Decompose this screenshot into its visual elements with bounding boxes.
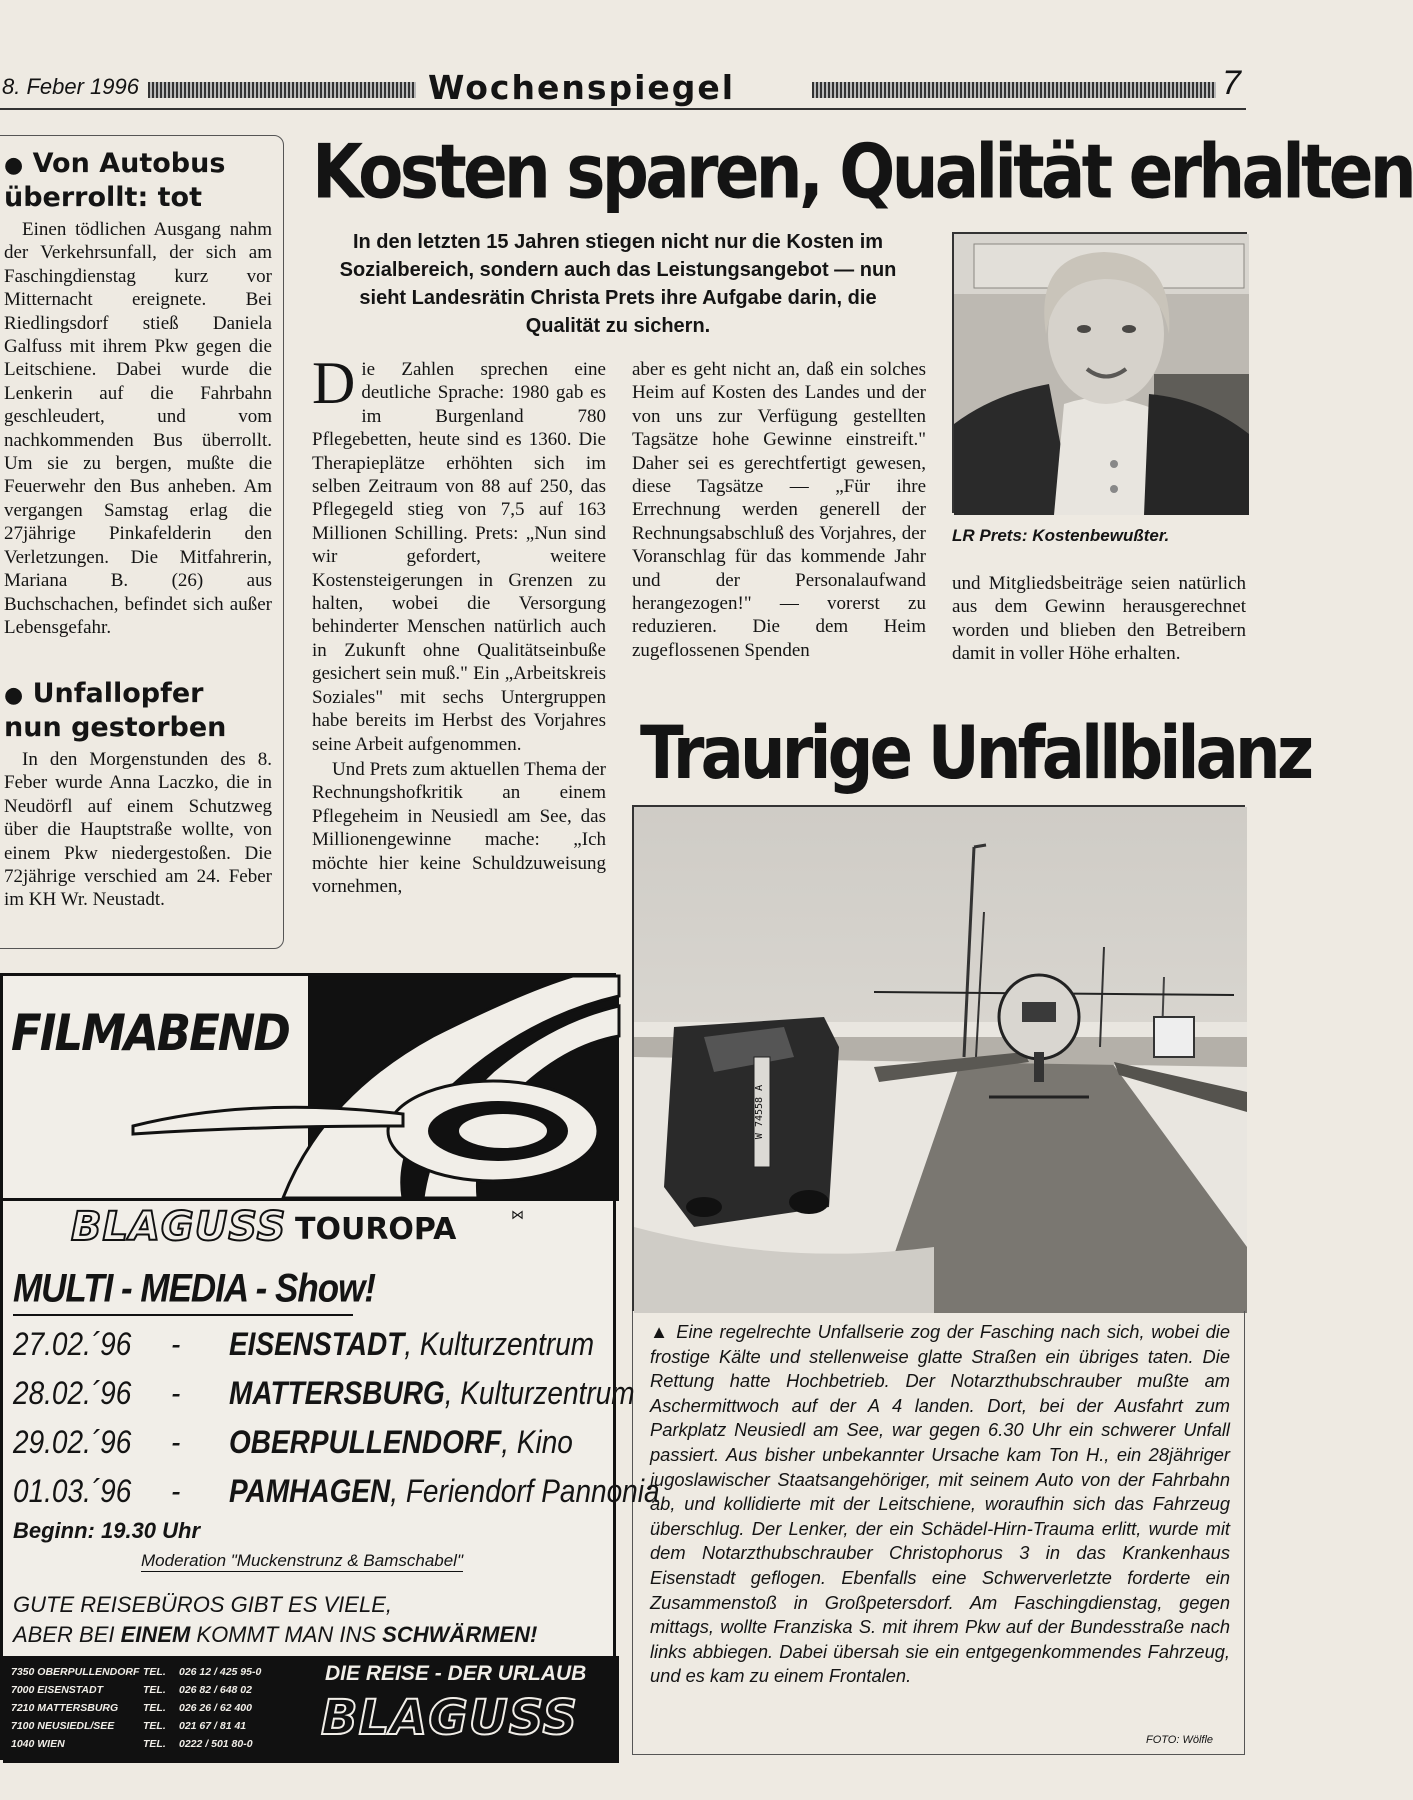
section-title: Wochenspiegel [428, 68, 736, 107]
accident-photo [632, 805, 1245, 1311]
accident-headline: Traurige Unfallbilanz [640, 712, 1311, 797]
article-column-2: aber es geht nicht an, daß ein solches Heim auf Kosten des Landes und der von uns zur Verfügung gestellten Tagsätze hohe Gewinne einstreift." Daher sei es gerechtfertigt gewesen, diese Tagsätze — „Für ihre Errechnung werden generell der Rechnungsabschluß des Vorjahres, der Voranschlag für das kommende Jahr und der Personalaufwand herangezogen!" — vorerst zu reduzieren. Die dem Heim zugeflossenen Spenden [632, 359, 926, 661]
blaguss-logo-large: BLAGUSS [321, 1690, 579, 1746]
office-address: 7210 MATTERSBURG TEL. 026 26 / 62 400 [11, 1702, 252, 1714]
license-plate: W 74558 A [754, 1084, 765, 1140]
blaguss-logo: BLAGUSS [71, 1204, 287, 1250]
ad-footer [3, 1656, 619, 1763]
issue-date: 8. Feber 1996 [2, 74, 139, 99]
main-headline: Kosten sparen, Qualität erhalten [312, 128, 1413, 216]
header-rule-left [148, 82, 416, 98]
story-unfallopfer-body: In den Morgenstunden des 8. Feber wurde Anna Laczko, die in Neudörfl auf einem Schutzweg über die Hauptstraße wollte, von einem Pkw niedergestoßen. Die 72jährige verschied am 24. Feber im KH Wr. Neustadt. [4, 749, 272, 911]
office-address: 7350 OBERPULLENDORF TEL. 026 12 / 425 95-0 [11, 1666, 262, 1678]
show-date-row: 28.02.´96 - MATTERSBURG, Kulturzentrum [13, 1375, 635, 1411]
touropa-logo: TOUROPA [295, 1212, 457, 1247]
article-column-3: und Mitgliedsbeiträge seien natürlich aus dem Gewinn herausgerechnet worden und blieben den Betreibern damit in voller Höhe erhalten. [952, 573, 1246, 665]
show-date-row: 01.03.´96 - PAMHAGEN, Feriendorf Pannonia [13, 1473, 660, 1509]
show-start-time: Beginn: 19.30 Uhr [13, 1518, 201, 1543]
office-address: 1040 WIEN TEL. 0222 / 501 80-0 [11, 1738, 253, 1750]
story-unfallopfer-headline: ● Unfallopfer nun gestorben [4, 678, 227, 743]
show-title-underline [13, 1314, 353, 1316]
office-address: 7100 NEUSIEDL/SEE TEL. 021 67 / 81 41 [11, 1720, 247, 1732]
story-autobus [4, 148, 272, 639]
office-address: 7000 EISENSTADT TEL. 026 82 / 648 02 [11, 1684, 252, 1696]
ad-title: FILMABEND [11, 1004, 289, 1063]
main-lead: In den letzten 15 Jahren stiegen nicht nur die Kosten im Sozialbereich, sondern auch das Leistungsangebot — nun sieht Landesrätin Christa Prets ihre Aufgabe darin, die Qualität zu sichern. [339, 231, 897, 337]
show-moderation: Moderation "Muckenstrunz & Bamschabel" [141, 1551, 463, 1570]
office-address-list [11, 1663, 261, 1753]
portrait-image [954, 234, 1249, 515]
accident-image [634, 807, 1247, 1313]
header-underline [0, 108, 1246, 110]
bullet-icon: ● [4, 153, 24, 178]
show-date-row: 27.02.´96 - EISENSTADT, Kulturzentrum [13, 1326, 595, 1362]
show-date-row: 29.02.´96 - OBERPULLENDORF, Kino [13, 1424, 573, 1460]
ad-tagline: DIE REISE - DER URLAUB [325, 1662, 587, 1685]
article-column-1: D ie Zahlen sprechen eine deutliche Sprache: 1980 gab es im Burgenland 780 Pflegebetten, heute sind es 1360. Die Therapieplätze erhöhten sich im selben Zeitraum von 88 auf 250, das Pflegegeld stieg von 7,5 auf 163 Millionen Schilling. Prets: „Nun sind wir gefordert, weitere Kostensteigerungen in Grenzen zu halten, wobei die Versorgung behinderter Menschen natürlich auch in Zukunft ohne Qualitätseinbuße gesichert sein muß." Ein „Arbeitskreis Soziales" mit sechs Untergruppen habe bereits im Herbst des Vorjahres seine Arbeit aufgenommen. Und Prets zum aktuellen Thema der Rechnungshofkritik an einem Pflegeheim in Neusiedl am See, das Millionengewinne mache: „Ich möchte hier keine Schuldzuweisung vornehmen, [312, 350, 606, 897]
accident-caption: ▲ Eine regelrechte Unfallserie zog der Fasching nach sich, wobei die frostige Kälte und stellenweise glatte Straßen ein übriges taten. Die Rettung hatte Hochbetrieb. Der Notarzthubschrauber mußte am Aschermittwoch auf der A 4 landen. Dort, bei der Ausfahrt zum Parkplatz Neusiedl am See, war gegen 6.30 Uhr ein schwerer Unfall passiert. Aus bisher unbekannter Ursache kam Ton H., ein 28jähriger jugoslawischer Staatsangehöriger, mit seinem Auto von der Fahrbahn ab, und kollidierte mit der Leitschiene, woraufhin sich das Fahrzeug überschlug. Der Lenker, der ein Schädel-Hirn-Trauma erlitt, wurde mit dem Notarzthubschrauber Christophorus 3 in das Krankenhaus Eisenstadt geflogen. Ebenfalls eine Schwerverletzte forderte ein Zusammenstoß in Großpetersdorf. Am Faschingdienstag, gegen mittags, wollte Franziska S. mit ihrem Pkw auf der Bundesstraße nach links abbiegen. Dabei übersah sie ein entgegenkommendes Fahrzeug, und es kam zu einem Frontalen. [650, 1321, 1230, 1687]
story-autobus-headline: ● Von Autobus überrollt: tot [4, 148, 226, 213]
photo-credit: FOTO: Wölfle [1146, 1734, 1214, 1746]
show-title: MULTI - MEDIA - Show! [13, 1266, 375, 1311]
bullet-icon: ● [4, 683, 24, 708]
page-number: 7 [1222, 64, 1241, 102]
story-autobus-body: Einen tödlichen Ausgang nahm der Verkehrsunfall, der sich am Faschingdienstag kurz vor Mitternacht ereignete. Bei Riedlingsdorf stieß Daniela Galfuss mit ihrem Pkw gegen die Leitschiene. Dabei wurde die Lenkerin auf die Fahrbahn geschleudert, und vom nachkommenden Bus überrollt. Um sie zu bergen, mußte die Feuerwehr den Bus anheben. Am vergangen Samstag erlag die 27jährige Pinkafelderin den Verletzungen. Die Mitfahrerin, Mariana B. (26) aus Buchschachen, befindet sich außer Lebensgefahr. [4, 219, 272, 638]
touropa-mark-icon: ⋈ [511, 1208, 524, 1223]
portrait-caption: LR Prets: Kostenbewußter. [952, 526, 1170, 545]
portrait-photo [952, 232, 1247, 513]
blaguss-advertisement [0, 973, 660, 1760]
drop-cap: D [312, 350, 356, 416]
ad-divider [3, 1198, 619, 1201]
show-dates-list [13, 1326, 660, 1522]
ad-slogan: GUTE REISEBÜROS GIBT ES VIELE, ABER BEI EINEM KOMMT MAN INS SCHWÄRMEN! [13, 1592, 538, 1647]
header-rule-right [812, 82, 1216, 98]
story-unfallopfer [4, 678, 272, 912]
